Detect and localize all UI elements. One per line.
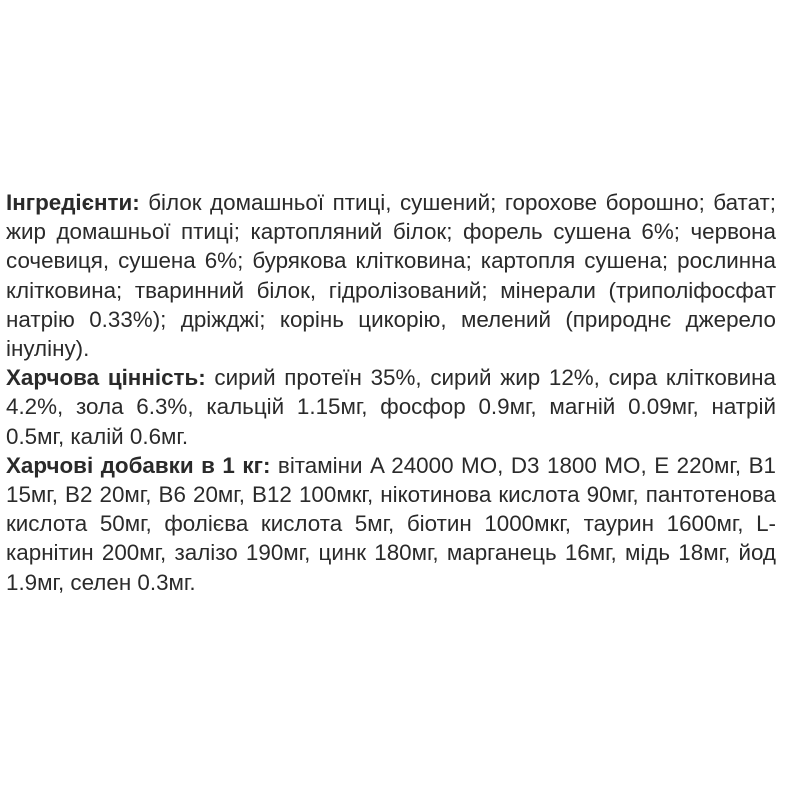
ingredients-label: Інгредієнти:: [6, 190, 140, 215]
ingredients-text: білок домашньої птиці, сушений; горохове борошно; батат; жир домашньої птиці; картопляний білок; форель сушена 6%; червона сочевиця, сушена 6%; бурякова клітковина; картопля сушена; рослинна клітковина; тваринний білок, гідролізований; мінерали (триполіфосфат натрію 0.33%); дріжджі; корінь цикорію, мелений (природнє джерело інуліну).: [6, 190, 776, 362]
ingredients-paragraph: [6, 188, 776, 363]
additives-label: Харчові добавки в 1 кг:: [6, 452, 271, 478]
nutritional-value-paragraph: [6, 363, 776, 451]
nutritional-value-text: сирий протеїн 35%, сирий жир 12%, сира клітковина 4.2%, зола 6.3%, кальцій 1.15мг, фосфор 0.9мг, магній 0.09мг, натрій 0.5мг, калій 0.6мг.: [6, 365, 776, 449]
nutritional-value-label: Харчова цінність:: [6, 365, 206, 391]
additives-paragraph: [6, 451, 776, 597]
additives-text: вітаміни A 24000 МО, D3 1800 МО, E 220мг, B1 15мг, B2 20мг, B6 20мг, B12 100мкг, нікотинова кислота 90мг, пантотенова кислота 50мг, фолієва кислота 5мг, біотин 1000мкг, таурин 1600мг, L-карнітин 200мг, залізо 190мг, цинк 180мг, марганець 16мг, мідь 18мг, йод 1.9мг, селен 0.3мг.: [6, 452, 776, 595]
product-composition: [6, 188, 776, 597]
